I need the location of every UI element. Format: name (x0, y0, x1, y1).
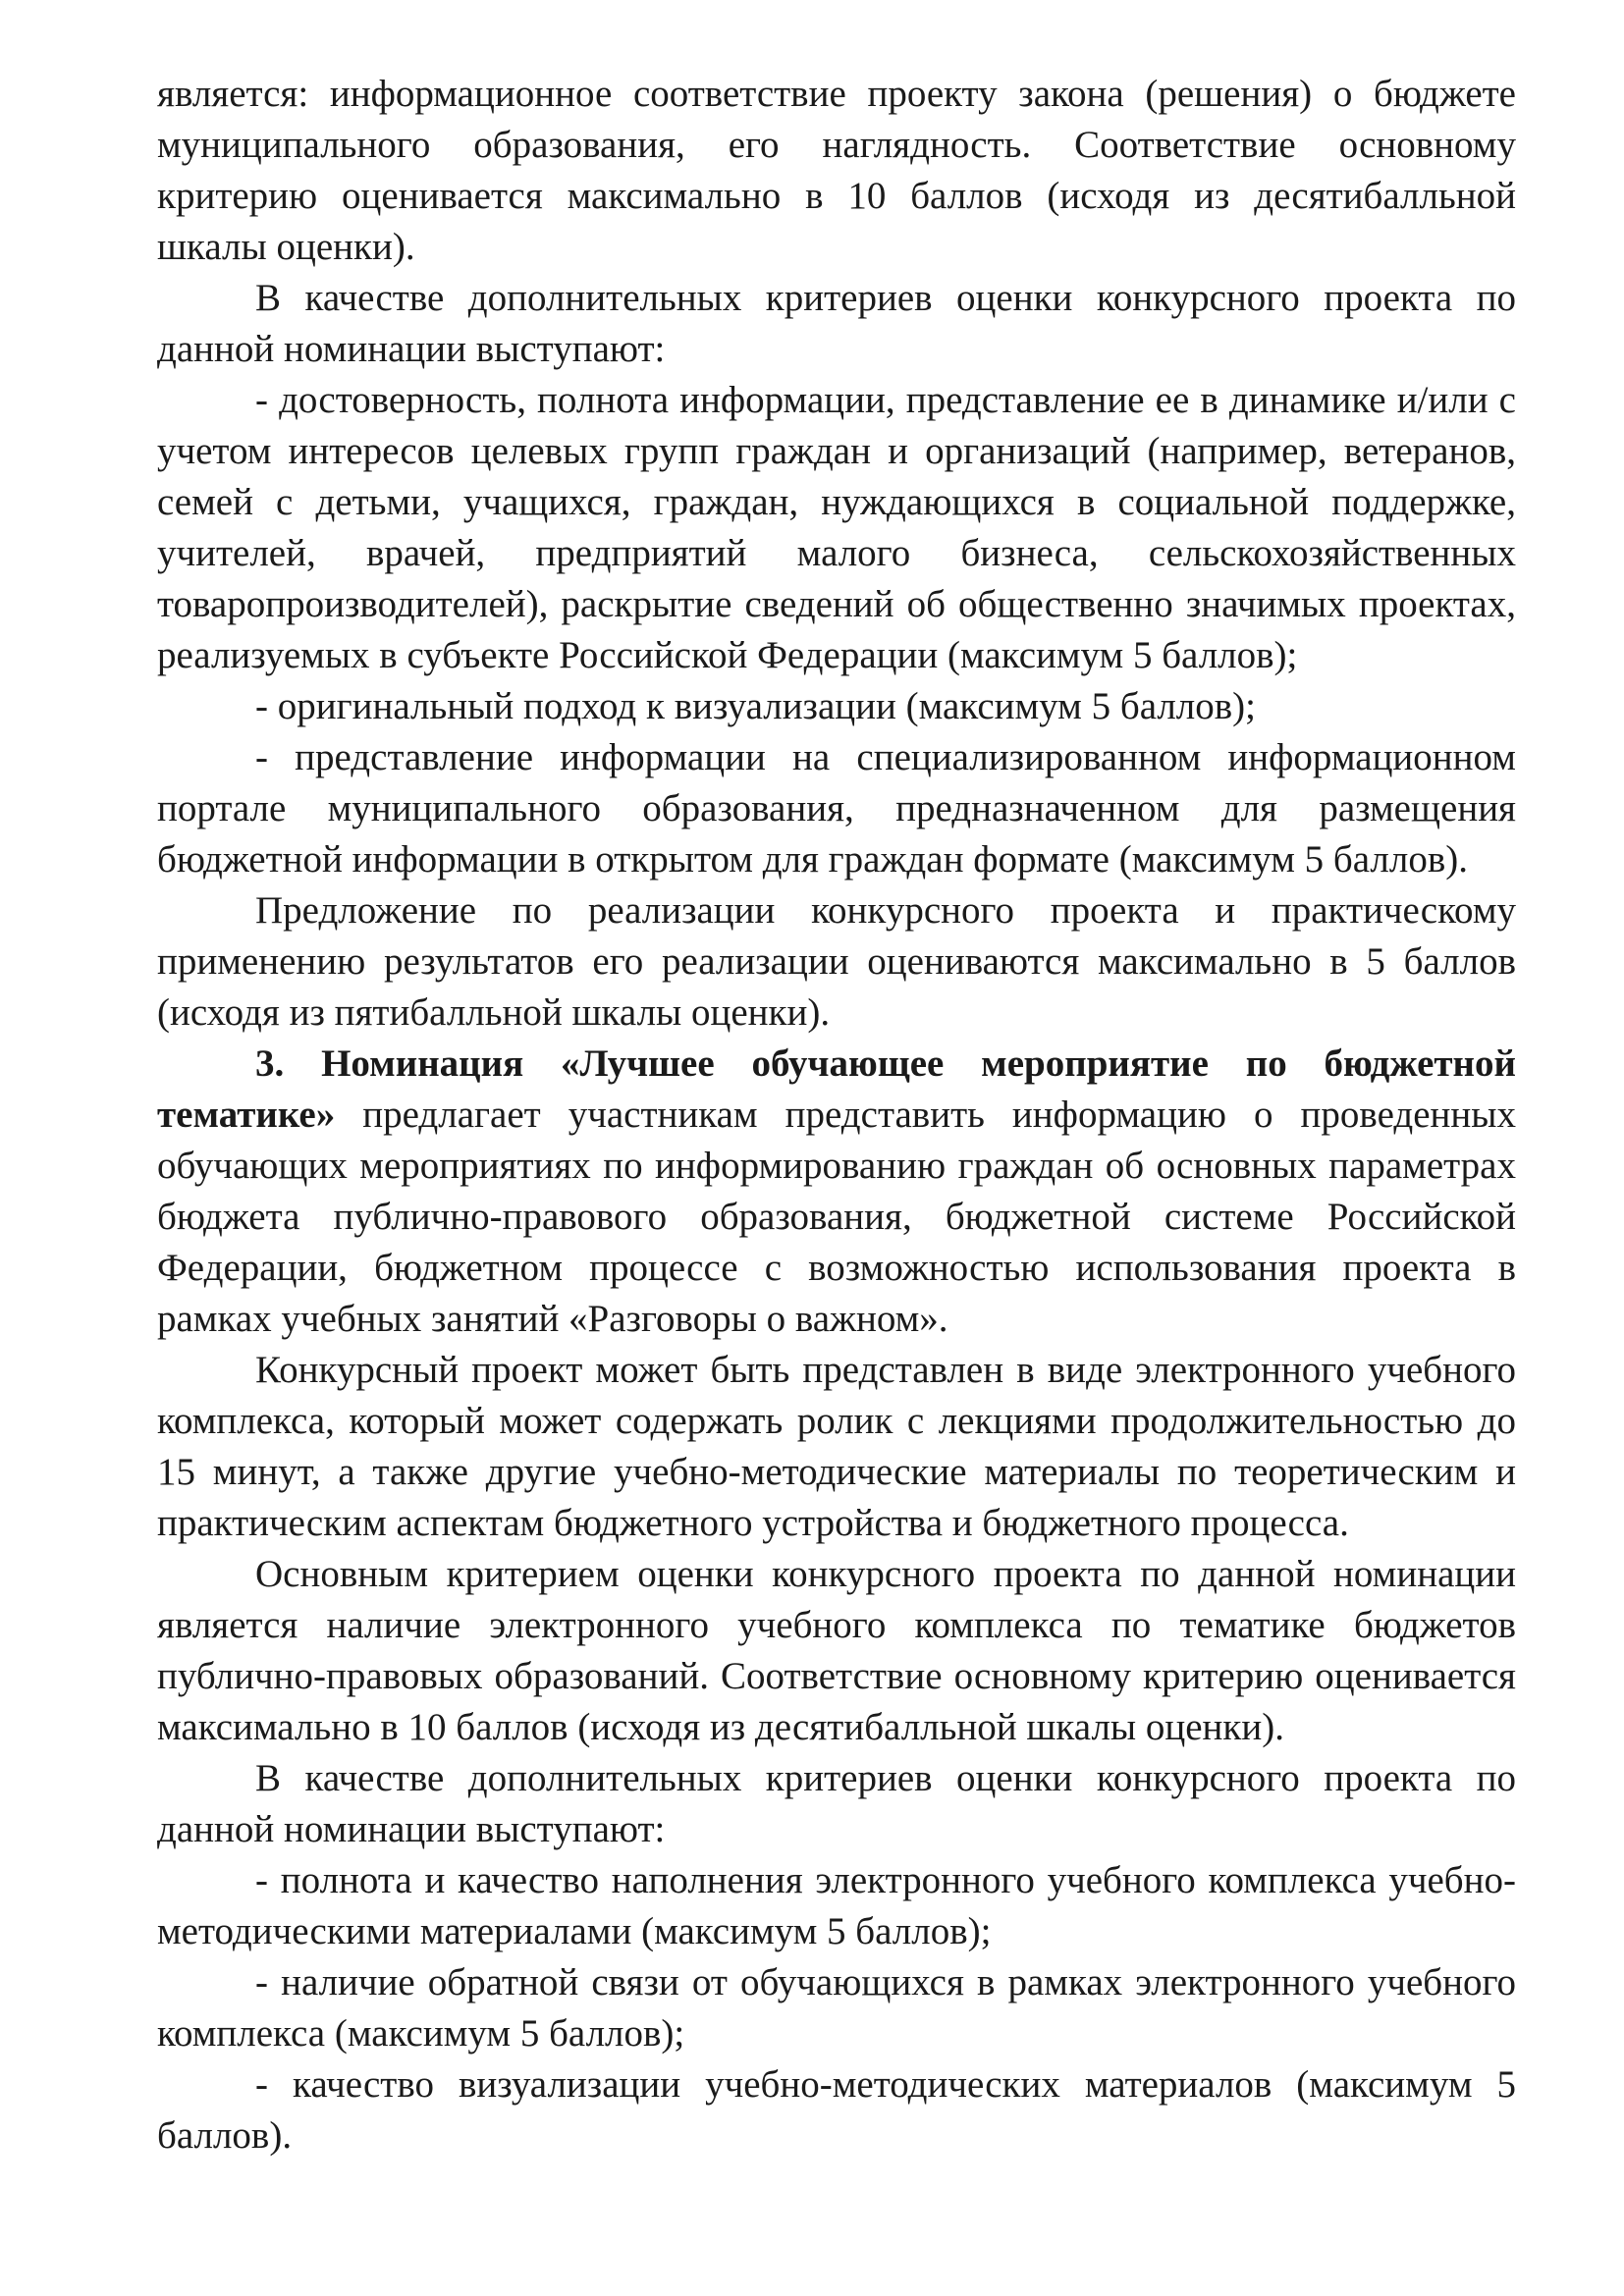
paragraph-13: - качество визуализации учебно-методических материалов (максимум 5 баллов). (157, 2063, 1516, 2157)
paragraph-1: является: информационное соответствие проекту закона (решения) о бюджете муниципального образования, его наглядность. Соответствие основному критерию оценивается максимально в 10 баллов (исходя из десятибалльной шкалы оценки). (157, 73, 1516, 268)
paragraph-8: Конкурсный проект может быть представлен в виде электронного учебного комплекса, который может содержать ролик с лекциями продолжительностью до 15 минут, а также другие учебно-методические материалы по теоретическим и практическим аспектам бюджетного устройства и бюджетного процесса. (157, 1349, 1516, 1544)
paragraph-11: - полнота и качество наполнения электронного учебного комплекса учебно-методическими материалами (максимум 5 баллов); (157, 1859, 1516, 1952)
paragraph-9: Основным критерием оценки конкурсного проекта по данной номинации является наличие электронного учебного комплекса по тематике бюджетов публично-правовых образований. Соответствие основному критерию оценивается максимально в 10 баллов (исходя из десятибалльной шкалы оценки). (157, 1553, 1516, 1748)
paragraph-6: Предложение по реализации конкурсного проекта и практическому применению результатов его реализации оцениваются максимально в 5 баллов (исходя из пятибалльной шкалы оценки). (157, 889, 1516, 1034)
paragraph-4: - оригинальный подход к визуализации (максимум 5 баллов); (255, 685, 1257, 727)
paragraph-12: - наличие обратной связи от обучающихся в рамках электронного учебного комплекса (максимум 5 баллов); (157, 1961, 1516, 2055)
paragraph-5: - представление информации на специализированном информационном портале муниципального образования, предназначенном для размещения бюджетной информации в открытом для граждан формате (максимум 5 баллов). (157, 736, 1516, 881)
paragraph-10: В качестве дополнительных критериев оценки конкурсного проекта по данной номинации выступают: (157, 1757, 1516, 1850)
nomination-description: предлагает участникам представить информацию о проведенных обучающих мероприятиях по информированию граждан об основных параметрах бюджета публично-правового образования, бюджетной системе Российской Федерации, бюджетном процессе с возможностью использования проекта в рамках учебных занятий «Разговоры о важном». (157, 1094, 1516, 1340)
paragraph-2: В качестве дополнительных критериев оценки конкурсного проекта по данной номинации выступают: (157, 277, 1516, 370)
document-page (157, 69, 1516, 2162)
paragraph-7-nomination-3 (157, 1039, 1516, 1345)
paragraph-3: - достоверность, полнота информации, представление ее в динамике и/или с учетом интересов целевых групп граждан и организаций (например, ветеранов, семей с детьми, учащихся, граждан, нуждающихся в социальной поддержке, учителей, врачей, предприятий малого бизнеса, сельскохозяйственных товаропроизводителей), раскрытие сведений об общественно значимых проектах, реализуемых в субъекте Российской Федерации (максимум 5 баллов); (157, 379, 1516, 676)
nomination-heading: 3. Номинация «Лучшее обучающее мероприятие по бюджетной тематике» (157, 1042, 1516, 1136)
